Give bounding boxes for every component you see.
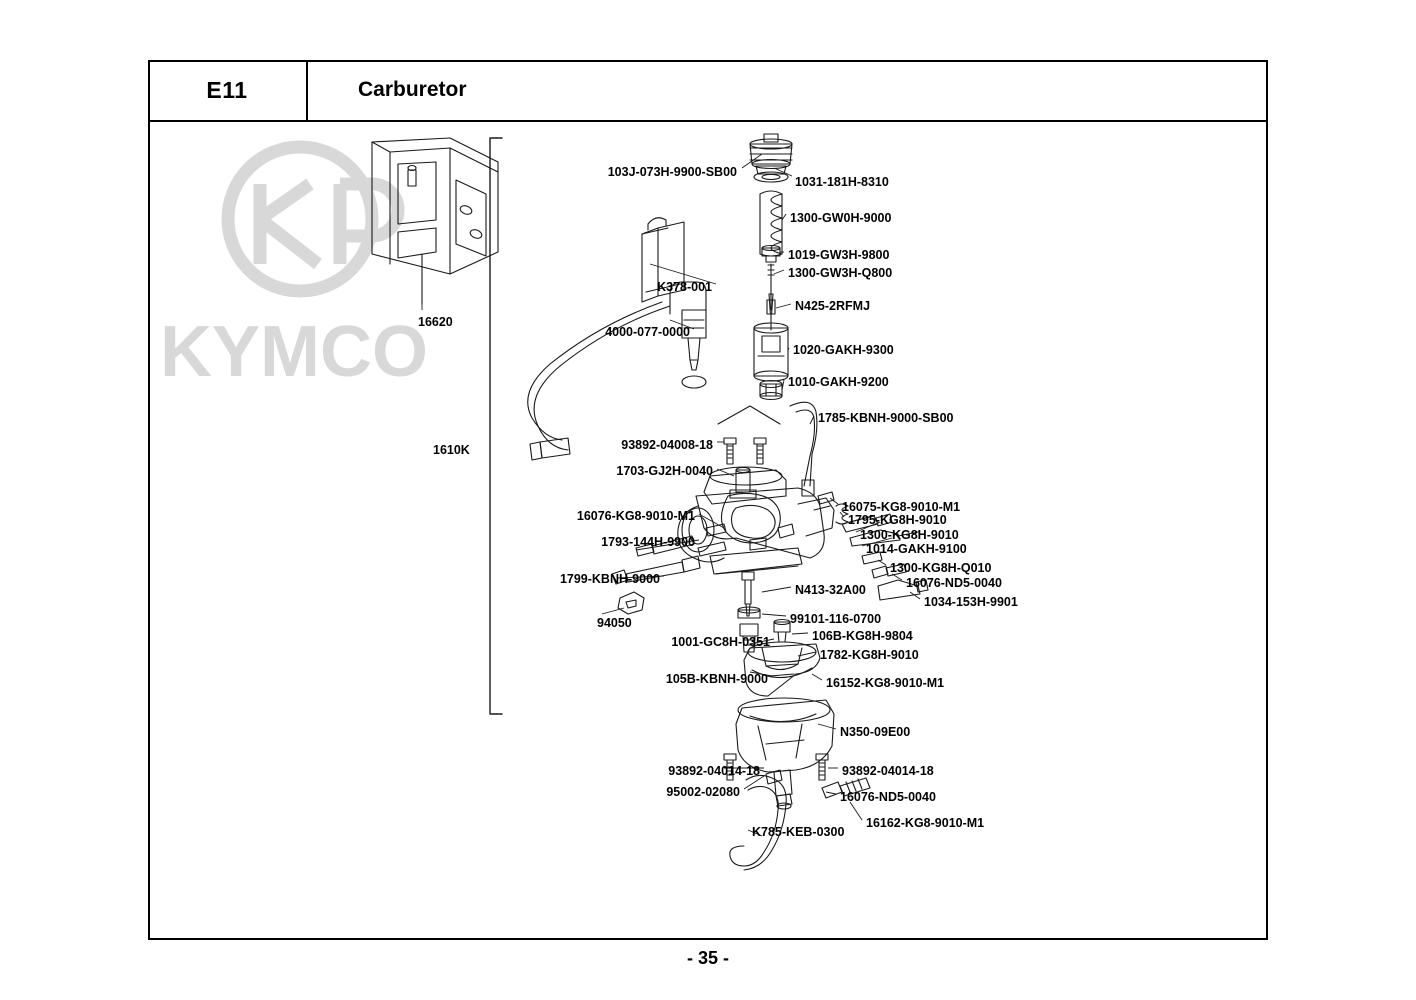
part-label-N413-32A00: N413-32A00 xyxy=(795,583,866,597)
part-label-1031-181H-8310: 1031-181H-8310 xyxy=(795,175,889,189)
diagram-artwork xyxy=(150,124,1266,938)
part-label-1785-KBNH-9000-SB00: 1785-KBNH-9000-SB00 xyxy=(818,411,954,425)
part-label-1795-KG8H-9010: 1795-KG8H-9010 xyxy=(848,513,947,527)
part-label-16076-KG8-9010-M1: 16076-KG8-9010-M1 xyxy=(576,509,695,523)
part-label-N350-09E00: N350-09E00 xyxy=(840,725,911,739)
part-label-16152-KG8-9010-M1: 16152-KG8-9010-M1 xyxy=(826,676,945,690)
part-label-1014-GAKH-9100: 1014-GAKH-9100 xyxy=(866,542,967,556)
part-label-93892-04014-18-a: 93892-04014-18 xyxy=(668,764,760,778)
parts-diagram xyxy=(150,124,1266,938)
part-label-K378-001: K378-001 xyxy=(657,280,712,294)
part-label-1020-GAKH-9300: 1020-GAKH-9300 xyxy=(793,343,894,357)
part-label-1782-KG8H-9010: 1782-KG8H-9010 xyxy=(820,648,919,662)
part-label-1300-GW3H-Q800: 1300-GW3H-Q800 xyxy=(788,266,893,280)
part-label-16620: 16620 xyxy=(418,315,453,329)
page-number: - 35 - xyxy=(686,948,729,968)
part-label-94050: 94050 xyxy=(597,616,632,630)
part-label-16076-ND5-0040-a: 16076-ND5-0040 xyxy=(906,576,1002,590)
part-label-1034-153H-9901: 1034-153H-9901 xyxy=(924,595,1018,609)
part-label-16162-KG8-9010-M1: 16162-KG8-9010-M1 xyxy=(866,816,985,830)
part-label-16075-KG8-9010-M1: 16075-KG8-9010-M1 xyxy=(842,500,961,514)
section-code-cell xyxy=(148,60,308,120)
part-label-1799-KBNH-9000: 1799-KBNH-9000 xyxy=(559,572,660,586)
section-code: E11 xyxy=(206,76,248,103)
part-label-1300-GW0H-9000: 1300-GW0H-9000 xyxy=(790,211,892,225)
diagram-header xyxy=(148,60,1268,122)
part-label-1703-GJ2H-0040: 1703-GJ2H-0040 xyxy=(616,464,713,478)
part-label-K785-KEB-0300: K785-KEB-0300 xyxy=(752,825,845,839)
part-label-1019-GW3H-9800: 1019-GW3H-9800 xyxy=(788,248,890,262)
part-label-105B-KBNH-9000: 105B-KBNH-9000 xyxy=(665,672,768,686)
part-label-103J-073H-9900-SB00: 103J-073H-9900-SB00 xyxy=(607,165,737,179)
section-title: Carburetor xyxy=(358,78,467,101)
svg-text:KYMCO: KYMCO xyxy=(160,312,428,392)
bracket-label-1610K: 1610K xyxy=(433,443,470,457)
part-label-106B-KG8H-9804: 106B-KG8H-9804 xyxy=(812,629,913,643)
part-label-1001-GC8H-0351: 1001-GC8H-0351 xyxy=(671,635,770,649)
part-label-93892-04014-18-b: 93892-04014-18 xyxy=(842,764,934,778)
part-label-16076-ND5-0040-b: 16076-ND5-0040 xyxy=(840,790,936,804)
part-label-93892-04008-18: 93892-04008-18 xyxy=(621,438,713,452)
part-label-1300-KG8H-9010: 1300-KG8H-9010 xyxy=(860,528,959,542)
part-label-1300-KG8H-Q010: 1300-KG8H-Q010 xyxy=(890,561,992,575)
part-label-1793-144H-9900: 1793-144H-9900 xyxy=(601,535,695,549)
part-label-4000-077-0000: 4000-077-0000 xyxy=(605,325,690,339)
part-label-N425-2RFMJ: N425-2RFMJ xyxy=(795,299,871,313)
part-label-95002-02080: 95002-02080 xyxy=(666,785,740,799)
part-label-1010-GAKH-9200: 1010-GAKH-9200 xyxy=(788,375,889,389)
part-label-99101-116-0700: 99101-116-0700 xyxy=(790,612,882,626)
